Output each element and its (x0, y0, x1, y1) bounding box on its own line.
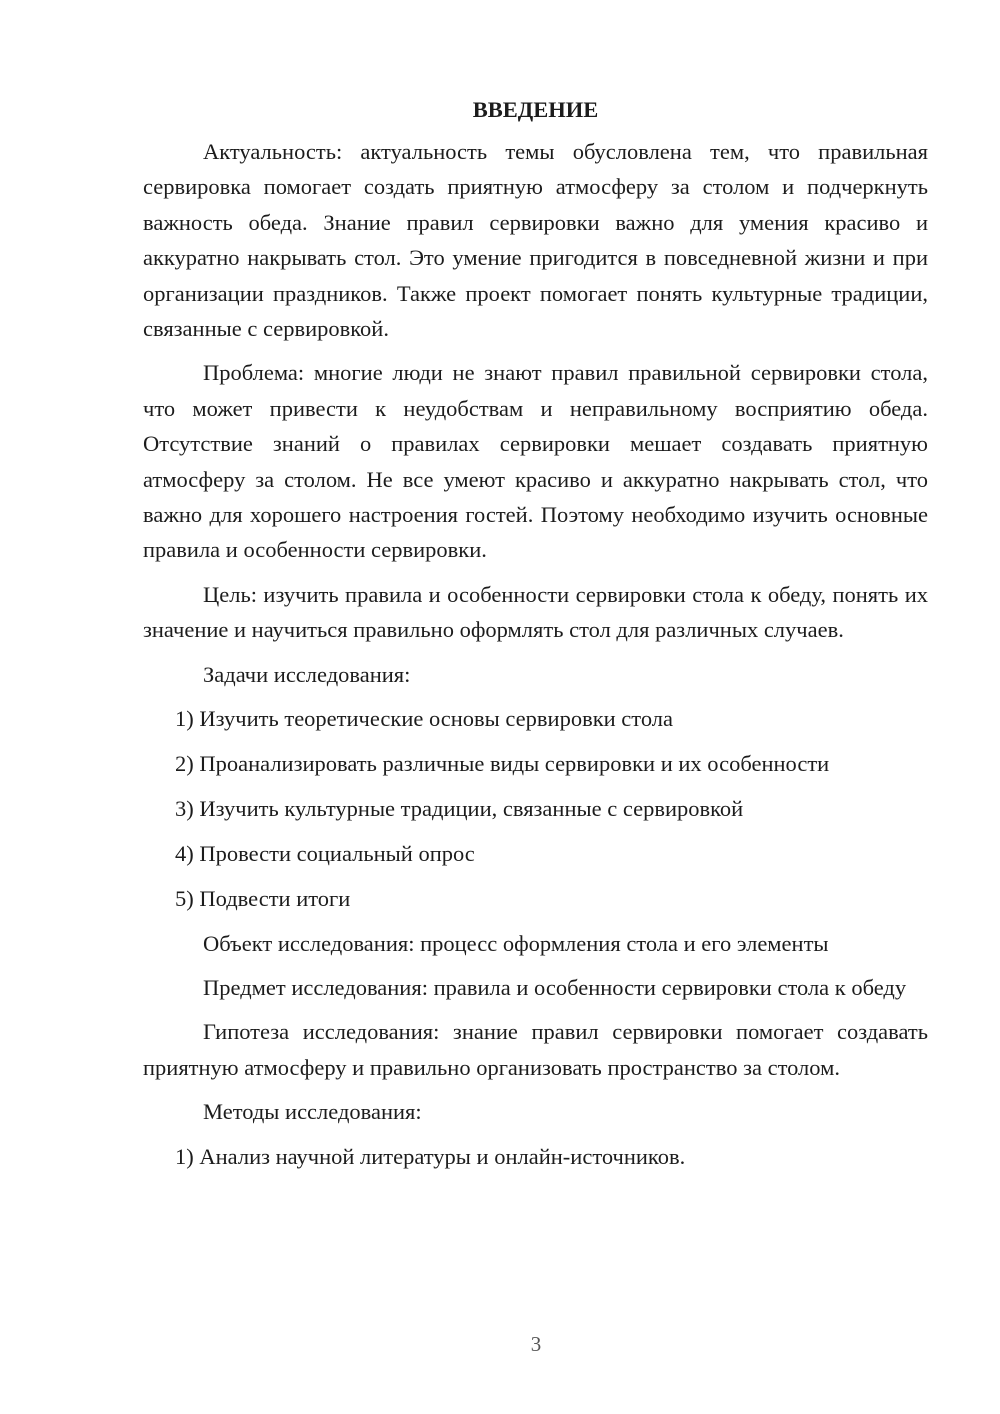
relevance-paragraph: Актуальность: актуальность темы обусловлена тем, что правильная сервировка помогает создать приятную атмосферу за столом и подчеркнуть важность обеда. Знание правил сервировки важно для умения красиво и аккуратно накрывать стол. Это умение пригодится в повседневной жизни и при организации праздников. Также проект помогает понять культурные традиции, связанные с сервировкой. (143, 139, 928, 342)
page-content (143, 92, 928, 1184)
tasks-heading: Задачи исследования: (203, 661, 411, 687)
list-item: 3) Изучить культурные традиции, связанные с сервировкой (175, 795, 744, 821)
list-item: 2) Проанализировать различные виды сервировки и их особенности (175, 751, 830, 776)
list-item: 5) Подвести итоги (175, 885, 351, 911)
methods-list (143, 1139, 928, 1174)
object-paragraph: Объект исследования: процесс оформления стола и его элементы (203, 930, 829, 956)
list-item: 1) Анализ научной литературы и онлайн-источников. (175, 1143, 686, 1169)
page-number: 3 (530, 1332, 542, 1356)
goal-paragraph: Цель: изучить правила и особенности сервировки стола к обеду, понять их значение и научиться правильно оформлять стол для различных случаев. (143, 581, 928, 643)
methods-heading: Методы исследования: (203, 1099, 422, 1125)
list-item: 4) Провести социальный опрос (175, 840, 475, 866)
tasks-list (143, 701, 928, 916)
list-item: 1) Изучить теоретические основы сервировки стола (175, 706, 673, 732)
subject-paragraph: Предмет исследования: правила и особенности сервировки стола к обеду (203, 975, 907, 1001)
hypothesis-paragraph: Гипотеза исследования: знание правил сервировки помогает создавать приятную атмосферу и правильно организовать пространство за столом. (143, 1019, 928, 1080)
problem-paragraph: Проблема: многие люди не знают правил правильной сервировки стола, что может привести к неудобствам и неправильному восприятию обеда. Отсутствие знаний о правилах сервировки мешает создавать приятную атмосферу за столом. Не все умеют красиво и аккуратно накрывать стол, что важно для хорошего настроения гостей. Поэтому необходимо изучить основные правила и особенности сервировки. (143, 360, 928, 563)
page-title: ВВЕДЕНИЕ (472, 97, 599, 122)
